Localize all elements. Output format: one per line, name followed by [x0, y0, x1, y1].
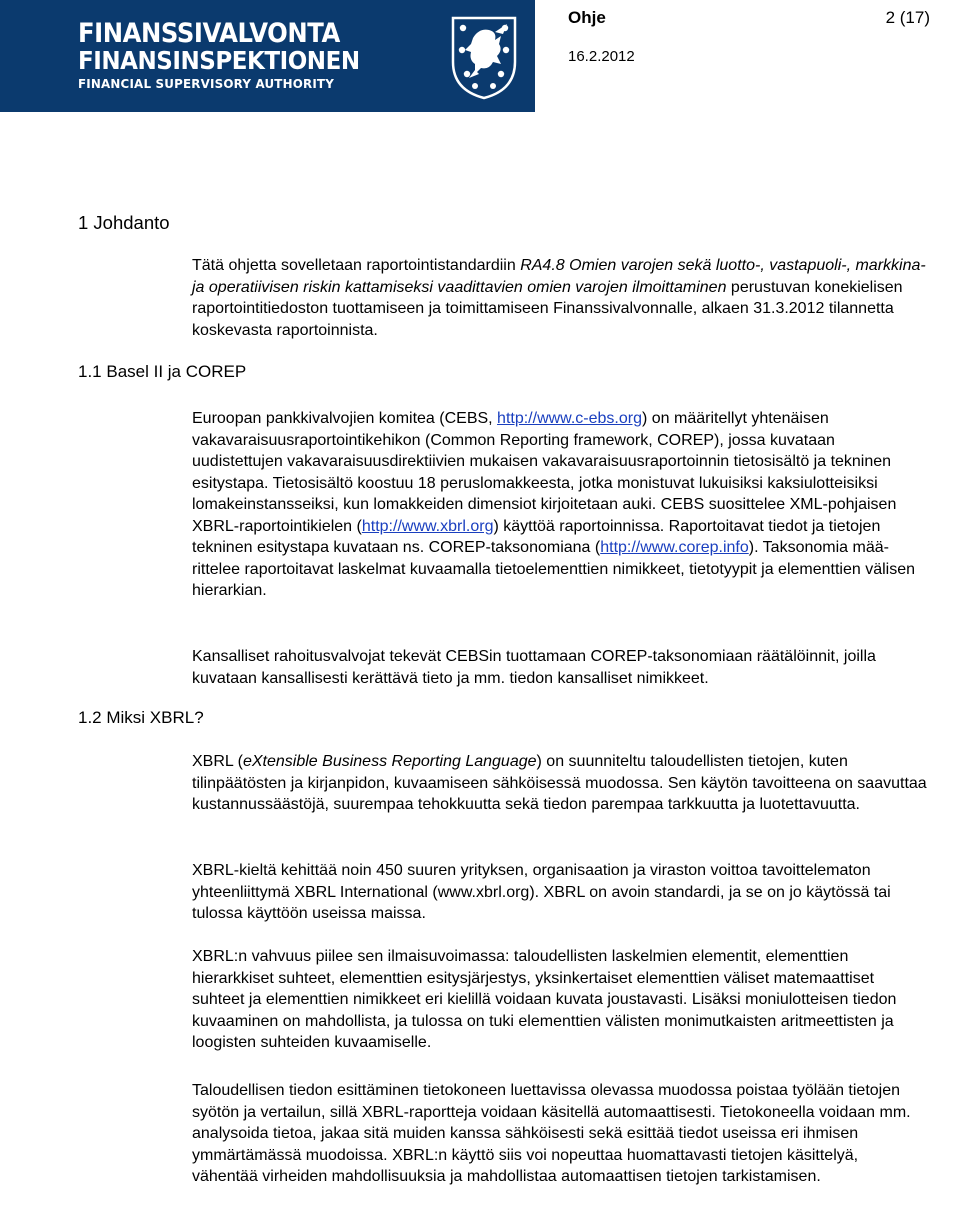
link-cebs[interactable]: http://www.c-ebs.org: [497, 410, 642, 427]
xbrl-expansion: eXtensible Business Reporting Language: [242, 753, 537, 770]
lion-crest-icon: [445, 12, 523, 100]
text-run: XBRL (: [192, 753, 243, 770]
paragraph-xbrl-international: XBRL-kieltä kehittää noin 450 suuren yrityksen, organisaation ja viraston voittoa tavoittelematon yhteenliittymä XBRL International (www.xbrl.org). XBRL on avoin standardi, ja se on jo käytössä tai tulossa käyttöön useissa maissa.: [192, 862, 891, 922]
paragraph-cebs: [192, 408, 928, 602]
logo-line-2: FINANSINSPEKTIONEN: [78, 46, 360, 75]
paragraph-national: Kansalliset rahoitusvalvojat tekevät CEBSin tuottamaan COREP-taksonomiaan räätälöinnit, joilla kuvataan kansallisesti kerättävä tieto ja mm. tiedon kansalliset nimikkeet.: [192, 648, 876, 687]
text-run: ) käyttöä raportoinnissa. Raportoitavat tiedot ja tietojen tekninen esitystapa kuvataan ns. COREP-taksonomiana (: [192, 517, 881, 556]
paragraph-xbrl-definition: [192, 751, 928, 816]
section-heading-johdanto: 1 Johdanto: [78, 212, 170, 233]
page-number: 2 (17): [885, 8, 930, 27]
paragraph-xbrl-strength: XBRL:n vahvuus piilee sen ilmaisuvoimassa: taloudellisten laskelmien elementit, elementtien hierarkkiset suhteet, elementtien esitysjärjestys, yksinkertaiset elementtien väliset matemaattiset suhteet ja elementtien nimikkeet eri kielillä voidaan kuvata joustavasti. Lisäksi moniulotteisen tiedon kuvaaminen on mahdollista, ja tulossa on tuki elementtien välisten monimutkaisten aritmeettisten ja loogisten suhteiden kuvaamiselle.: [192, 948, 897, 1051]
link-xbrl[interactable]: http://www.xbrl.org: [361, 517, 494, 535]
link-corep[interactable]: http://www.corep.info: [600, 539, 749, 556]
paragraph-intro: [192, 255, 928, 341]
text-run: ). Taksonomia määrittelee raportoitavat laskelmat kuvaamalla tietoelementtien nimikkeet, tietotyypit ja elementtien välisen hierarkian.: [192, 539, 916, 599]
text-run: Tätä ohjetta sovelletaan raportointistandardiin: [192, 257, 521, 274]
text-run: ) on suunniteltu taloudellisten tietojen, kuten tilinpäätösten ja kirjanpidon, kuvaamiseen sähköisessä muodossa. Sen käytön tavoitteena on saavuttaa kustannussäästöjä, suurempaa tehokkuutta sekä tiedon parempaa tarkkuutta ja luotettavuutta.: [192, 753, 927, 813]
section-heading-miksi-xbrl: 1.2 Miksi XBRL?: [78, 708, 204, 727]
text-run: Euroopan pankkivalvojien komitea (CEBS,: [192, 410, 498, 427]
standard-title: RA4.8 Omien varojen sekä luotto-, vastapuoli-, markkina- ja operatiivisen riskin kattamiseksi vaadittavien omien varojen ilmoittaminen: [192, 257, 926, 296]
paragraph-machine-readable: Taloudellisen tiedon esittäminen tietokoneen luettavissa olevassa muodossa poistaa työlään tietojen syötön ja vertailun, sillä XBRL-raportteja voidaan käsitellä automaattisesti. Tietokoneella voidaan mm. analysoida tietoa, jakaa sitä muiden kanssa sähköisesti sekä esittää tiedot useissa eri ihmisen ymmärtämässä muodoissa. XBRL:n käyttö siis voi nopeuttaa huomattavasti tietojen käsittelyä, vähentää virheiden mahdollisuuksia ja mahdollistaa automaattisen tietojen tarkistamisen.: [192, 1082, 911, 1185]
text-run: perustuvan konekielisen raportointitiedoston tuottamiseen ja toimittamiseen Finanssivalvonnalle, alkaen 31.3.2012 tilannetta koskevasta raportoinnista.: [192, 278, 903, 339]
text-run: ) on määritellyt yhtenäisen vakavaraisuusraportointikehikon (Common Reporting framework, COREP), jossa kuvataan uudistettujen vakavaraisuusdirektiivien mukaisen vakavaraisuusraportoinnin tietosisältö ja tekninen esitystapa. Tietosisältö koostuu 18 peruslomakkeesta, jotka monistuvat lukuisiksi kaksiulotteisiksi lomakeinstansseiksi, kun lomakkeiden dimensiot kirjoitetaan auki. CEBS suosittelee XML-pohjaisen XBRL-raportointikielen (: [192, 410, 897, 535]
section-heading-basel-corep: 1.1 Basel II ja COREP: [78, 362, 247, 381]
header-banner: [0, 0, 535, 112]
logo: [78, 20, 384, 92]
logo-line-3: FINANCIAL SUPERVISORY AUTHORITY: [78, 76, 335, 91]
document-type: Ohje: [568, 8, 606, 27]
document-date: 16.2.2012: [568, 48, 635, 65]
logo-line-1: FINANSSIVALVONTA: [78, 18, 340, 49]
